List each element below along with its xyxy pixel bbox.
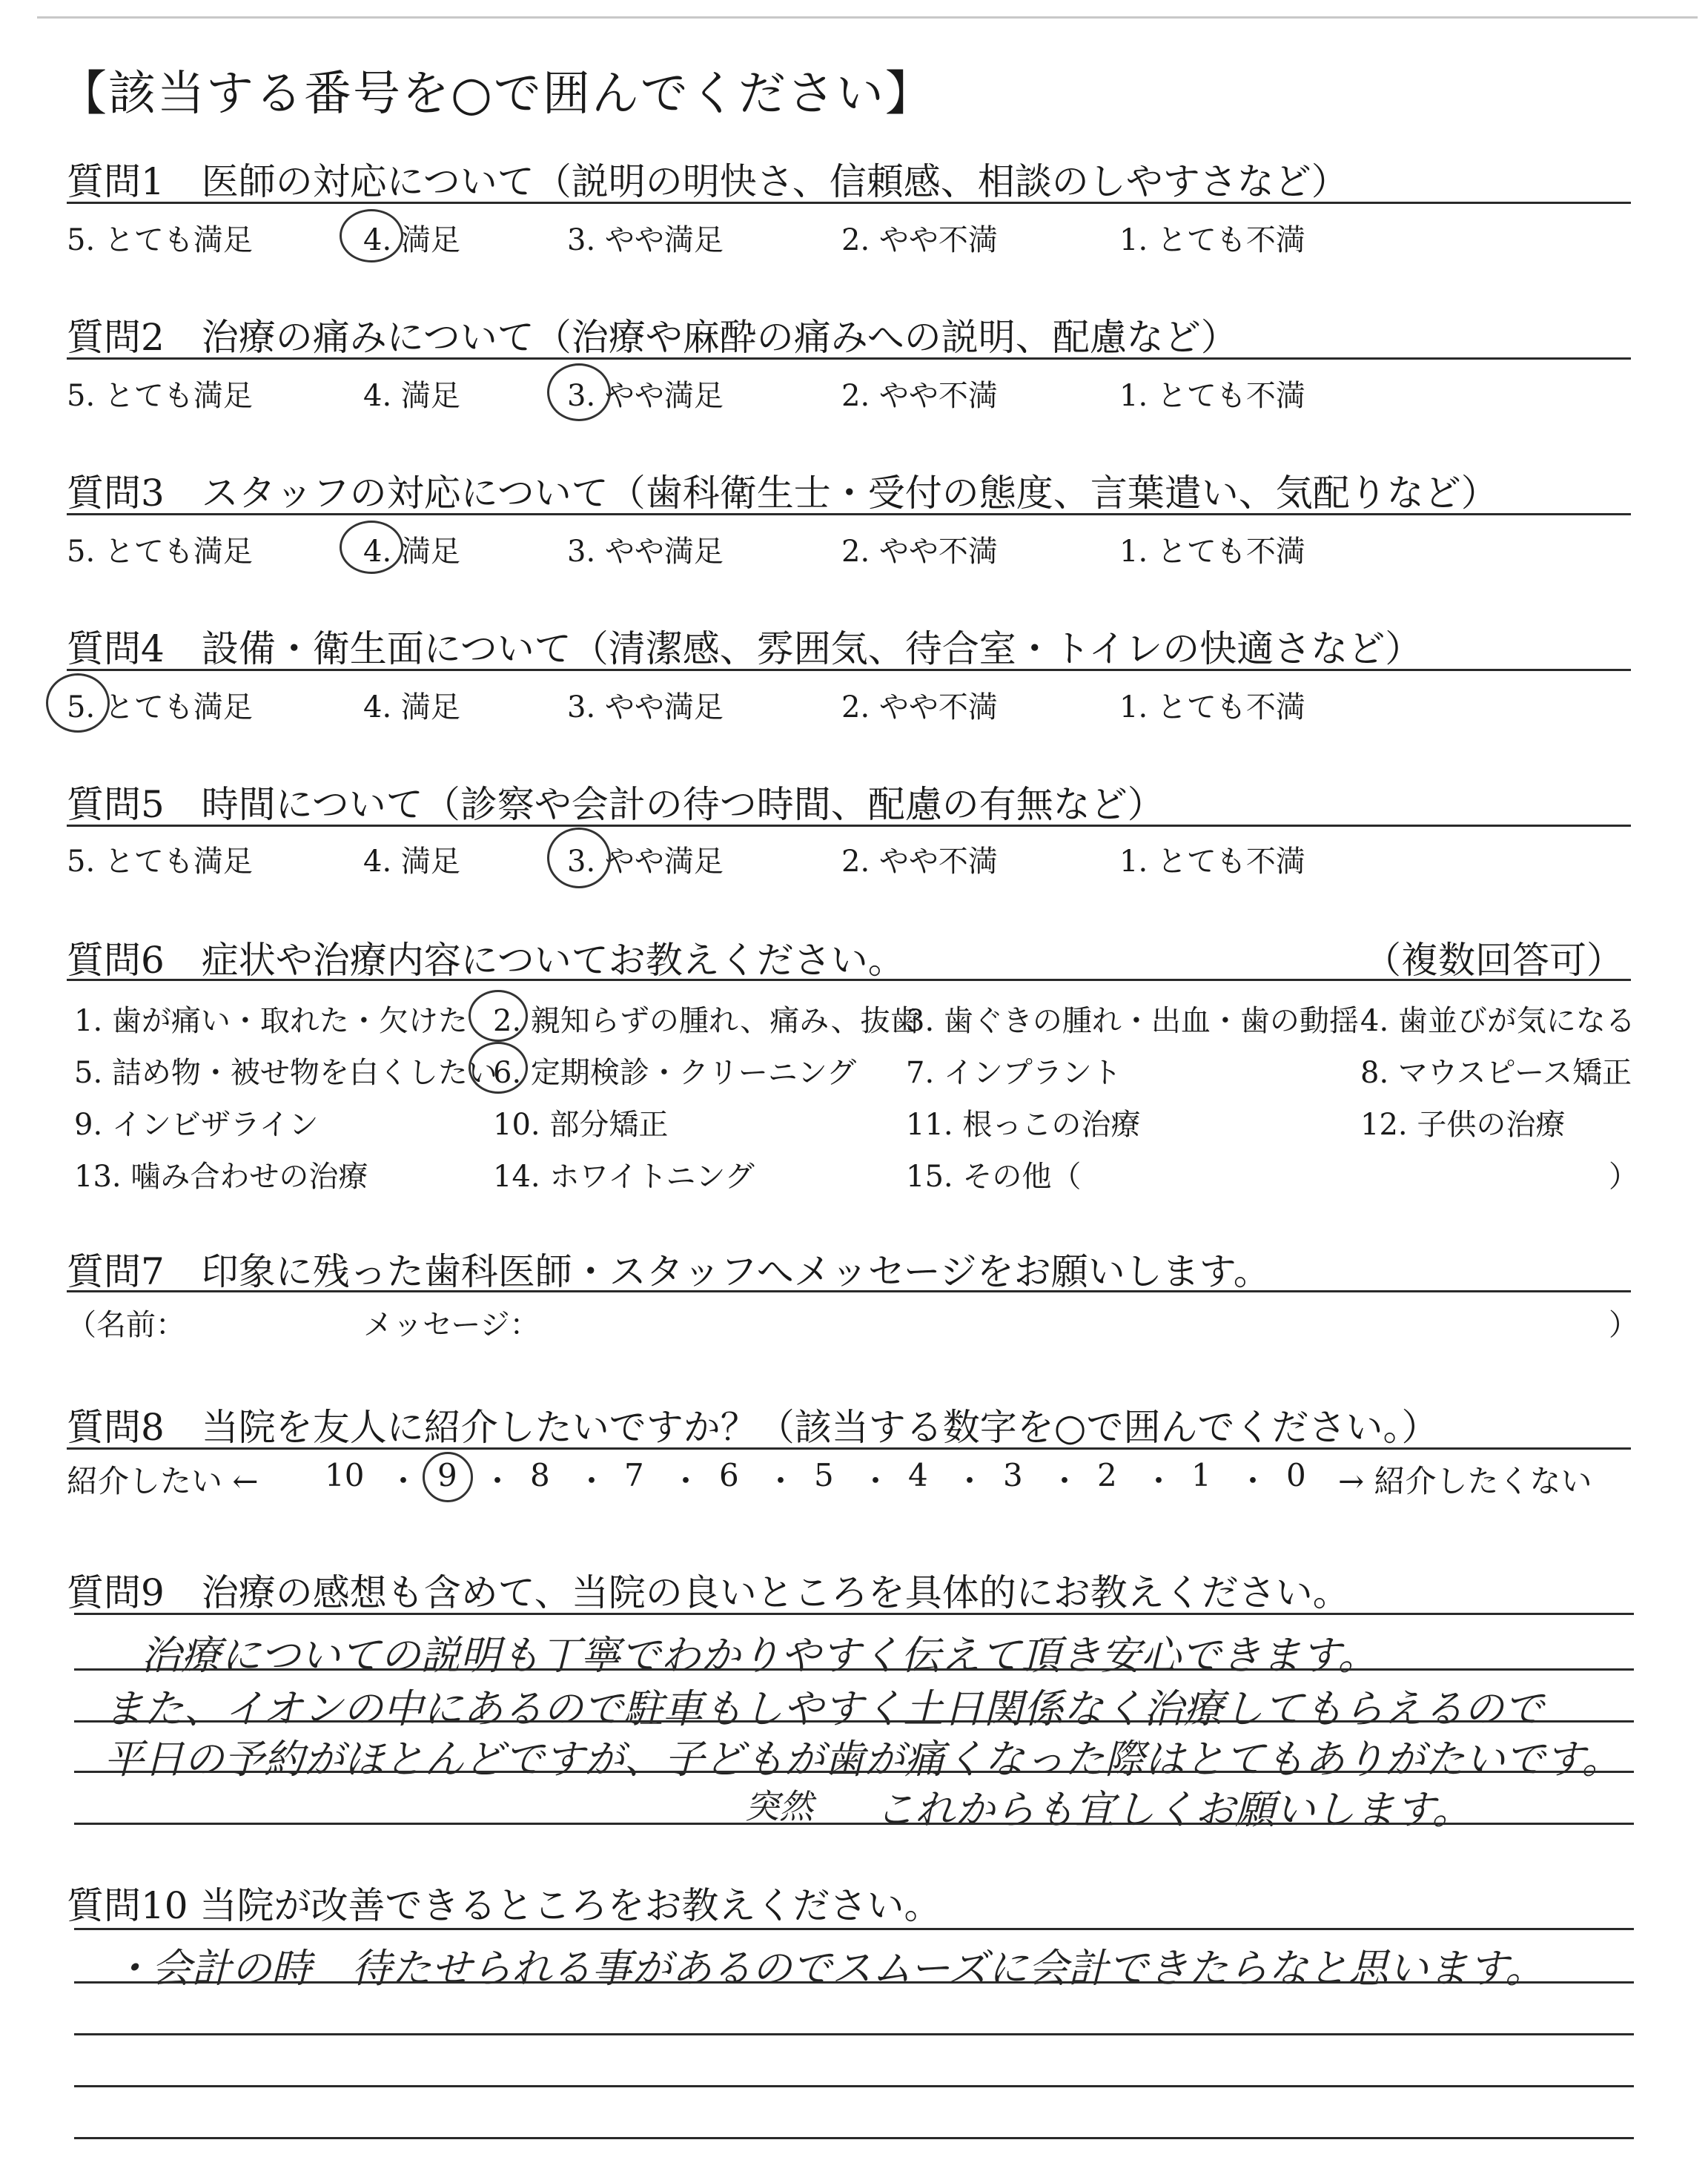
q1-rule [67, 202, 1631, 204]
q1-option-3[interactable]: 3. やや満足 [567, 223, 724, 257]
q8-rule [67, 1447, 1631, 1450]
q6-option-14[interactable]: 14. ホワイトニング [493, 1160, 755, 1194]
q9-inserted-word: 突然 [745, 1786, 813, 1826]
q4-title: 質問4 設備・衛生面について（清潔感、雰囲気、待合室・トイレの快適さなど） [67, 627, 1423, 670]
q8-value-8[interactable]: 8 [530, 1457, 550, 1493]
q10-answer-line-1: ・会計の時 待たせられる事があるのでスムーズに会計できたらなと思います。 [111, 1945, 1546, 1992]
q4-rule [67, 669, 1631, 671]
q10-writing-line [74, 2085, 1634, 2087]
q5-option-5[interactable]: 5. とても満足 [67, 845, 253, 879]
q6-option-15[interactable]: 15. その他（ [906, 1160, 1082, 1194]
q6-option-9[interactable]: 9. インビザライン [74, 1108, 319, 1142]
q8-dot: ・ [576, 1463, 608, 1499]
q8-dot: ・ [860, 1463, 892, 1499]
top-border [37, 16, 1698, 19]
q10-writing-line [74, 2033, 1634, 2035]
q2-option-5[interactable]: 5. とても満足 [67, 379, 253, 413]
q8-dot: ・ [482, 1463, 514, 1499]
q5-rule [67, 825, 1631, 827]
q5-option-3[interactable]: 3. やや満足 [567, 845, 724, 879]
q6-note: （複数回答可） [1364, 939, 1623, 982]
q6-selection-circle-6 [469, 1042, 528, 1094]
q8-value-7[interactable]: 7 [624, 1457, 644, 1493]
q9-writing-line [74, 1668, 1634, 1671]
q9-writing-line [74, 1823, 1634, 1825]
q9-answer-line-4: これからも宜しくお願いします。 [875, 1786, 1472, 1833]
q3-option-5[interactable]: 5. とても満足 [67, 535, 253, 569]
q9-writing-line [74, 1771, 1634, 1773]
q9-title: 質問9 治療の感想も含めて、当院の良いところを具体的にお教えください。 [67, 1571, 1350, 1614]
q4-option-2[interactable]: 2. やや不満 [841, 690, 998, 724]
q4-option-4[interactable]: 4. 満足 [363, 690, 460, 724]
q8-title: 質問8 当院を友人に紹介したいですか？（該当する数字を○で囲んでください。） [67, 1406, 1439, 1449]
q10-writing-line [74, 1981, 1634, 1984]
q3-title: 質問3 スタッフの対応について（歯科衛生士・受付の態度、言葉遣い、気配りなど） [67, 472, 1498, 515]
q8-value-4[interactable]: 4 [908, 1457, 928, 1493]
q6-close-paren: ） [1609, 1160, 1638, 1194]
q8-value-5[interactable]: 5 [814, 1457, 834, 1493]
q6-selection-circle-2 [469, 990, 528, 1042]
q9-rule [74, 1613, 1634, 1615]
q2-rule [67, 357, 1631, 360]
q1-selection-circle [340, 209, 403, 262]
q8-selection-circle [423, 1452, 473, 1502]
q4-option-3[interactable]: 3. やや満足 [567, 690, 724, 724]
q6-rule [67, 979, 1631, 981]
q2-option-3[interactable]: 3. やや満足 [567, 379, 724, 413]
q4-option-5[interactable]: 5. とても満足 [67, 690, 253, 724]
q6-option-2[interactable]: 2. 親知らずの腫れ、痛み、抜歯 [493, 1004, 920, 1038]
q2-selection-circle [547, 363, 611, 421]
q5-title: 質問5 時間について（診察や会計の待つ時間、配慮の有無など） [67, 783, 1165, 826]
q6-option-8[interactable]: 8. マウスピース矯正 [1360, 1056, 1632, 1090]
q1-option-2[interactable]: 2. やや不満 [841, 223, 998, 257]
q10-rule [74, 1928, 1634, 1930]
q2-option-1[interactable]: 1. とても不満 [1119, 379, 1305, 413]
q8-dot: ・ [1049, 1463, 1081, 1499]
page-header: 【該当する番号を○で囲んでください】 [59, 67, 934, 122]
q1-option-1[interactable]: 1. とても不満 [1119, 223, 1305, 257]
q9-answer-line-3: 平日の予約がほとんどですが、子どもが歯が痛くなった際はとてもありがたいです。 [104, 1736, 1622, 1783]
q6-option-11[interactable]: 11. 根っこの治療 [906, 1108, 1141, 1142]
q5-selection-circle [547, 828, 611, 888]
q5-option-1[interactable]: 1. とても不満 [1119, 845, 1305, 879]
q8-left-label: 紹介したい ← [67, 1463, 259, 1499]
q3-option-1[interactable]: 1. とても不満 [1119, 535, 1305, 569]
q7-close-paren: ） [1609, 1308, 1638, 1342]
q2-option-2[interactable]: 2. やや不満 [841, 379, 998, 413]
q3-rule [67, 513, 1631, 515]
q8-value-10[interactable]: 10 [325, 1457, 365, 1493]
q9-writing-line [74, 1720, 1634, 1723]
q8-dot: ・ [670, 1463, 702, 1499]
q10-title: 質問10 当院が改善できるところをお教えください。 [67, 1884, 941, 1927]
q3-option-2[interactable]: 2. やや不満 [841, 535, 998, 569]
q1-option-4[interactable]: 4. 満足 [363, 223, 460, 257]
q10-writing-line [74, 2137, 1634, 2139]
q6-option-10[interactable]: 10. 部分矯正 [493, 1108, 669, 1142]
q8-dot: ・ [765, 1463, 797, 1499]
q8-right-label: → 紹介したくない [1338, 1463, 1592, 1499]
q8-value-1[interactable]: 1 [1191, 1457, 1211, 1493]
q8-value-9[interactable]: 9 [437, 1457, 457, 1493]
q8-value-2[interactable]: 2 [1097, 1457, 1117, 1493]
q6-option-12[interactable]: 12. 子供の治療 [1360, 1108, 1566, 1142]
q5-option-4[interactable]: 4. 満足 [363, 845, 460, 879]
q8-value-3[interactable]: 3 [1003, 1457, 1023, 1493]
q2-option-4[interactable]: 4. 満足 [363, 379, 460, 413]
q8-dot: ・ [954, 1463, 986, 1499]
q8-dot: ・ [1143, 1463, 1175, 1499]
q4-selection-circle [46, 673, 110, 733]
q8-value-0[interactable]: 0 [1286, 1457, 1306, 1493]
q2-title: 質問2 治療の痛みについて（治療や麻酔の痛みへの説明、配慮など） [67, 316, 1238, 359]
q9-answer-line-1: 治療についての説明も丁寧でわかりやすく伝えて頂き安心できます。 [141, 1632, 1378, 1679]
q7-name-label: （名前： [67, 1308, 185, 1342]
q6-title: 質問6 症状や治療内容についてお教えください。 [67, 939, 905, 982]
q3-selection-circle [340, 521, 403, 574]
q1-option-5[interactable]: 5. とても満足 [67, 223, 253, 257]
q6-option-13[interactable]: 13. 噛み合わせの治療 [74, 1160, 368, 1194]
q7-message-label: メッセージ： [363, 1308, 540, 1342]
q6-option-6[interactable]: 6. 定期検診・クリーニング [493, 1056, 857, 1090]
q7-rule [67, 1290, 1631, 1292]
q8-dot: ・ [1237, 1463, 1269, 1499]
q6-option-4[interactable]: 4. 歯並びが気になる [1360, 1004, 1635, 1038]
q8-dot: ・ [388, 1463, 420, 1499]
q6-option-7[interactable]: 7. インプラント [906, 1056, 1122, 1090]
q5-option-2[interactable]: 2. やや不満 [841, 845, 998, 879]
q6-option-1[interactable]: 1. 歯が痛い・取れた・欠けた [74, 1004, 468, 1038]
q6-option-3[interactable]: 3. 歯ぐきの腫れ・出血・歯の動揺 [906, 1004, 1359, 1038]
q3-option-4[interactable]: 4. 満足 [363, 535, 460, 569]
q6-option-5[interactable]: 5. 詰め物・被せ物を白くしたい [74, 1056, 497, 1090]
q1-title: 質問1 医師の対応について（説明の明快さ、信頼感、相談のしやすさなど） [67, 160, 1348, 203]
q3-option-3[interactable]: 3. やや満足 [567, 535, 724, 569]
q7-title: 質問7 印象に残った歯科医師・スタッフへメッセージをお願いします。 [67, 1250, 1271, 1293]
q8-value-6[interactable]: 6 [719, 1457, 739, 1493]
q4-option-1[interactable]: 1. とても不満 [1119, 690, 1305, 724]
q9-answer-line-2: また、イオンの中にあるので駐車もしやすく土日関係なく治療してもらえるので [104, 1685, 1544, 1732]
